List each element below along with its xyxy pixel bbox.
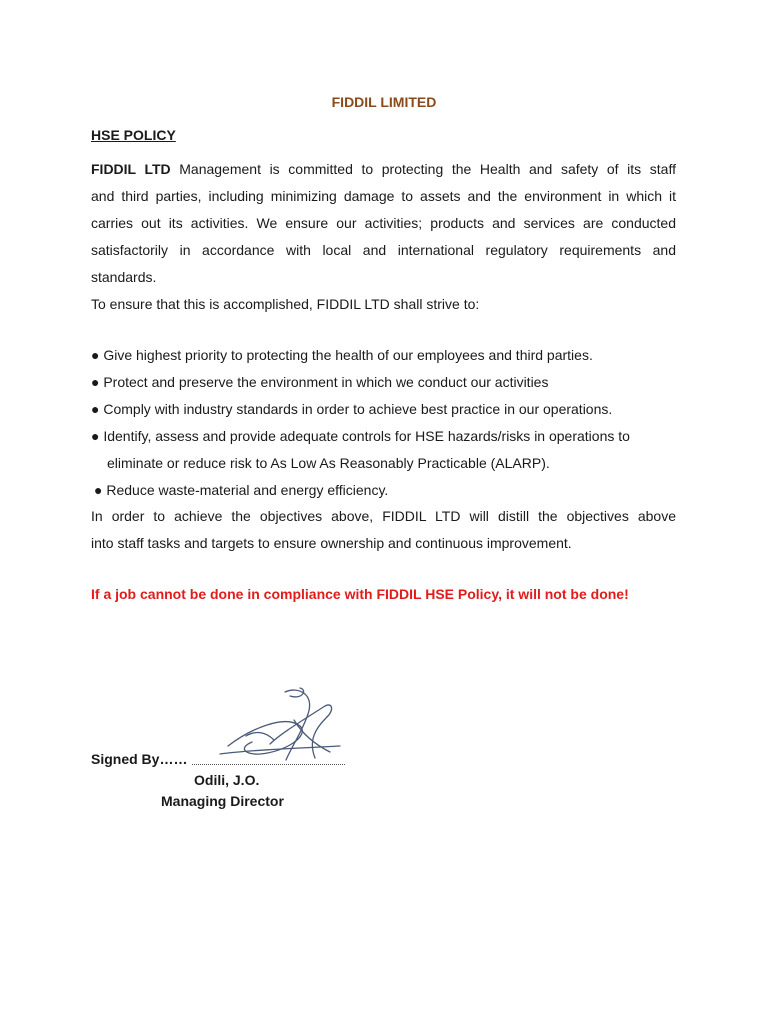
signature-line [192,764,345,765]
list-item: ● Give highest priority to protecting the health of our employees and third parties. [91,347,593,363]
list-item: ● Identify, assess and provide adequate controls for HSE hazards/risks in operations to [91,428,630,444]
company-title: FIDDIL LIMITED [331,94,437,110]
intro-line-1 [91,156,676,183]
signer-name: Odili, J.O. [194,772,260,788]
signer-title: Managing Director [161,793,284,809]
objectives-list [91,342,691,504]
list-item: ● Protect and preserve the environment in which we conduct our activities [91,374,549,390]
closing-paragraph [91,503,676,557]
closing-line-1: In order to achieve the objectives above, FIDDIL LTD will distill the objectives above [91,508,676,524]
intro-lead: FIDDIL LTD [91,161,171,177]
list-item: ● Comply with industry standards in order to achieve best practice in our operations. [91,401,613,417]
intro-paragraph [91,156,676,318]
signature-image [190,684,350,774]
closing-line-2: into staff tasks and targets to ensure ownership and continuous improvement. [91,535,572,551]
signed-by-label: Signed By…… [91,751,188,767]
warning-statement: If a job cannot be done in compliance with FIDDIL HSE Policy, it will not be done! [91,586,629,602]
list-item: ● Reduce waste-material and energy efficiency. [94,482,389,498]
intro-line-6: To ensure that this is accomplished, FIDDIL LTD shall strive to: [91,296,480,312]
intro-line-4: satisfactorily in accordance with local and international regulatory requirements and [91,242,676,258]
intro-line-1-text: Management is committed to protecting the Health and safety of its staff [170,161,676,177]
intro-line-3: carries out its activities. We ensure our activities; products and services are conducted [91,215,676,231]
intro-line-5: standards. [91,269,157,285]
intro-line-2: and third parties, including minimizing damage to assets and the environment in which it [91,188,676,204]
list-item-continuation: eliminate or reduce risk to As Low As Reasonably Practicable (ALARP). [107,455,550,471]
policy-heading: HSE POLICY [91,127,176,143]
